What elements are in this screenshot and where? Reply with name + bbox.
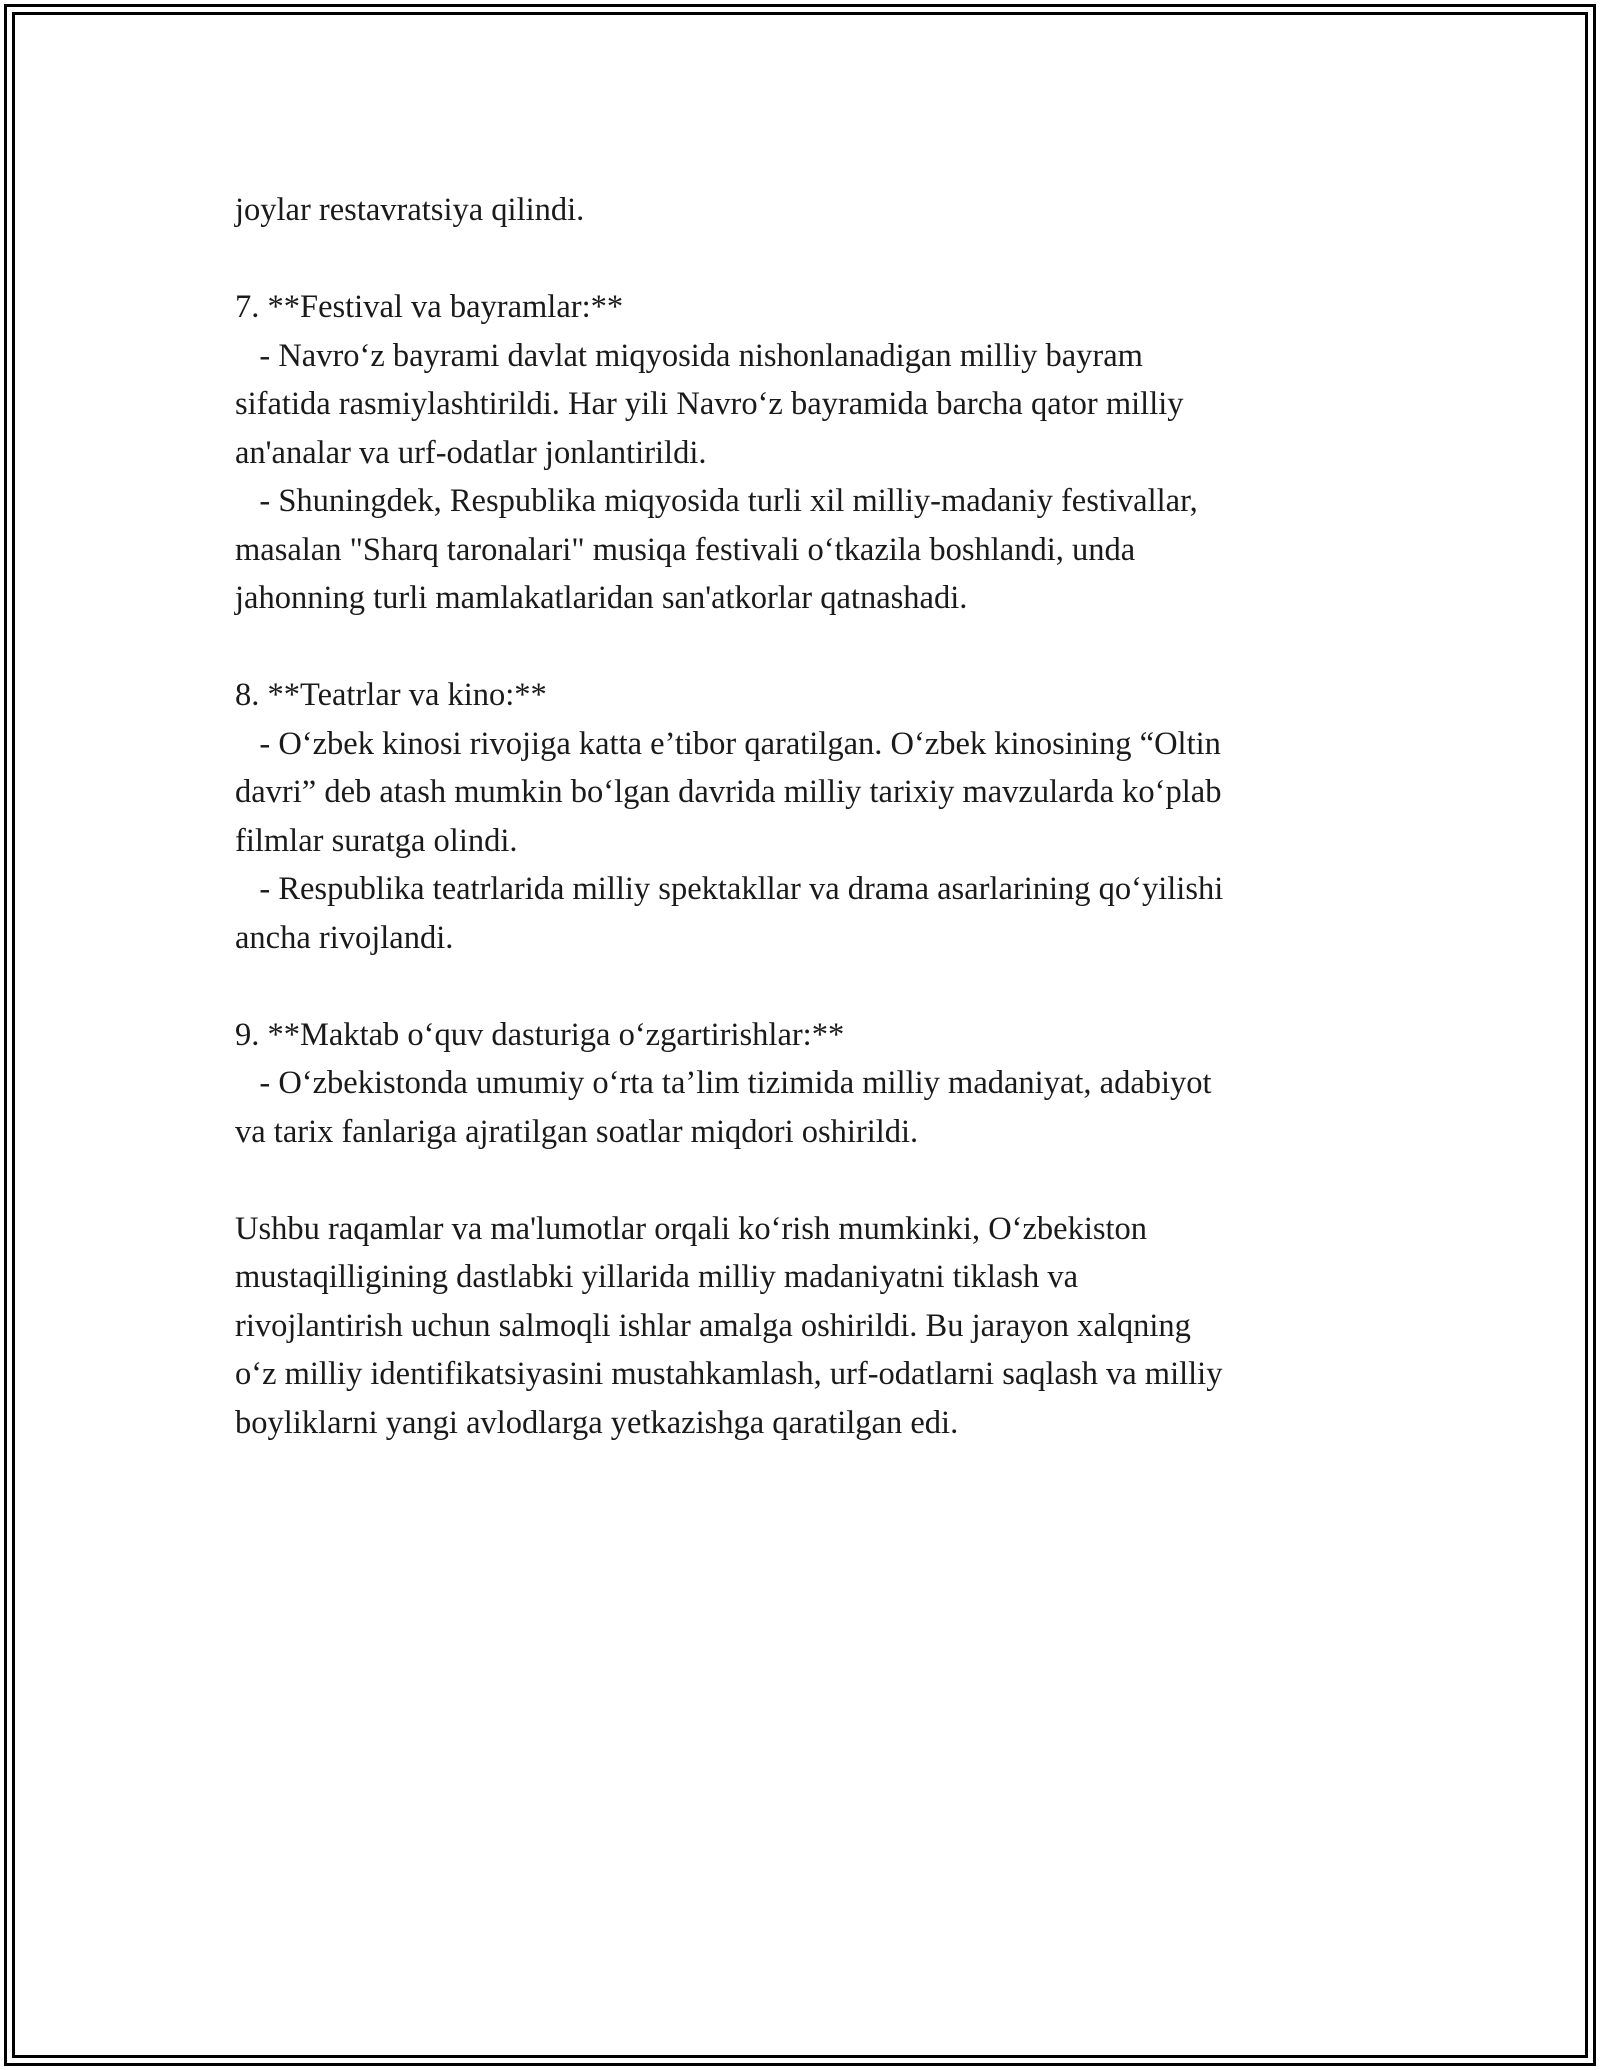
text-line: o‘z milliy identifikatsiyasini mustahkamlash, urf-odatlarni saqlash va milliy (235, 1356, 1223, 1392)
blank-line (235, 1156, 1365, 1205)
text-line: sifatida rasmiylashtirildi. Har yili Navro‘z bayramida barcha qator milliy (235, 386, 1184, 422)
text-line: - Shuningdek, Respublika miqyosida turli xil milliy-madaniy festivallar, (235, 483, 1198, 519)
text-line: - Respublika teatrlarida milliy spektakllar va drama asarlarining qo‘yilishi (235, 871, 1224, 907)
blank-line (235, 623, 1365, 672)
text-line: boyliklarni yangi avlodlarga yetkazishga qaratilgan edi. (235, 1404, 959, 1441)
section-heading: 7. **Festival va bayramlar:** (235, 289, 624, 325)
text-line: jahonning turli mamlakatlaridan san'atkorlar qatnashadi. (235, 580, 968, 616)
text-line: mustaqilligining dastlabki yillarida milliy madaniyatni tiklash va (235, 1259, 1079, 1295)
text-line: - O‘zbekistonda umumiy o‘rta ta’lim tizimida milliy madaniyat, adabiyot (235, 1065, 1212, 1101)
text-line: Ushbu raqamlar va ma'lumotlar orqali ko‘rish mumkinki, O‘zbekiston (235, 1210, 1148, 1247)
section-heading: 8. **Teatrlar va kino:** (235, 677, 547, 713)
document-body (235, 186, 1365, 1447)
text-line: - O‘zbek kinosi rivojiga katta e’tibor qaratilgan. O‘zbek kinosining “Oltin (235, 725, 1221, 762)
blank-line (235, 235, 1365, 284)
text-line: filmlar suratga olindi. (235, 822, 518, 859)
text-line: - Navro‘z bayrami davlat miqyosida nishonlanadigan milliy bayram (235, 337, 1143, 374)
section-heading: 9. **Maktab o‘quv dasturiga o‘zgartirishlar:** (235, 1016, 845, 1053)
text-line: an'analar va urf-odatlar jonlantirildi. (235, 434, 707, 471)
text-line: va tarix fanlariga ajratilgan soatlar miqdori oshirildi. (235, 1113, 919, 1150)
text-line: joylar restavratsiya qilindi. (235, 192, 585, 228)
blank-line (235, 962, 1365, 1011)
text-line: davri” deb atash mumkin bo‘lgan davrida milliy tarixiy mavzularda ko‘plab (235, 774, 1222, 810)
text-line: masalan "Sharq taronalari" musiqa festivali o‘tkazila boshlandi, unda (235, 531, 1136, 568)
text-line: ancha rivojlandi. (235, 919, 454, 956)
text-line: rivojlantirish uchun salmoqli ishlar amalga oshirildi. Bu jarayon xalqning (235, 1307, 1191, 1344)
